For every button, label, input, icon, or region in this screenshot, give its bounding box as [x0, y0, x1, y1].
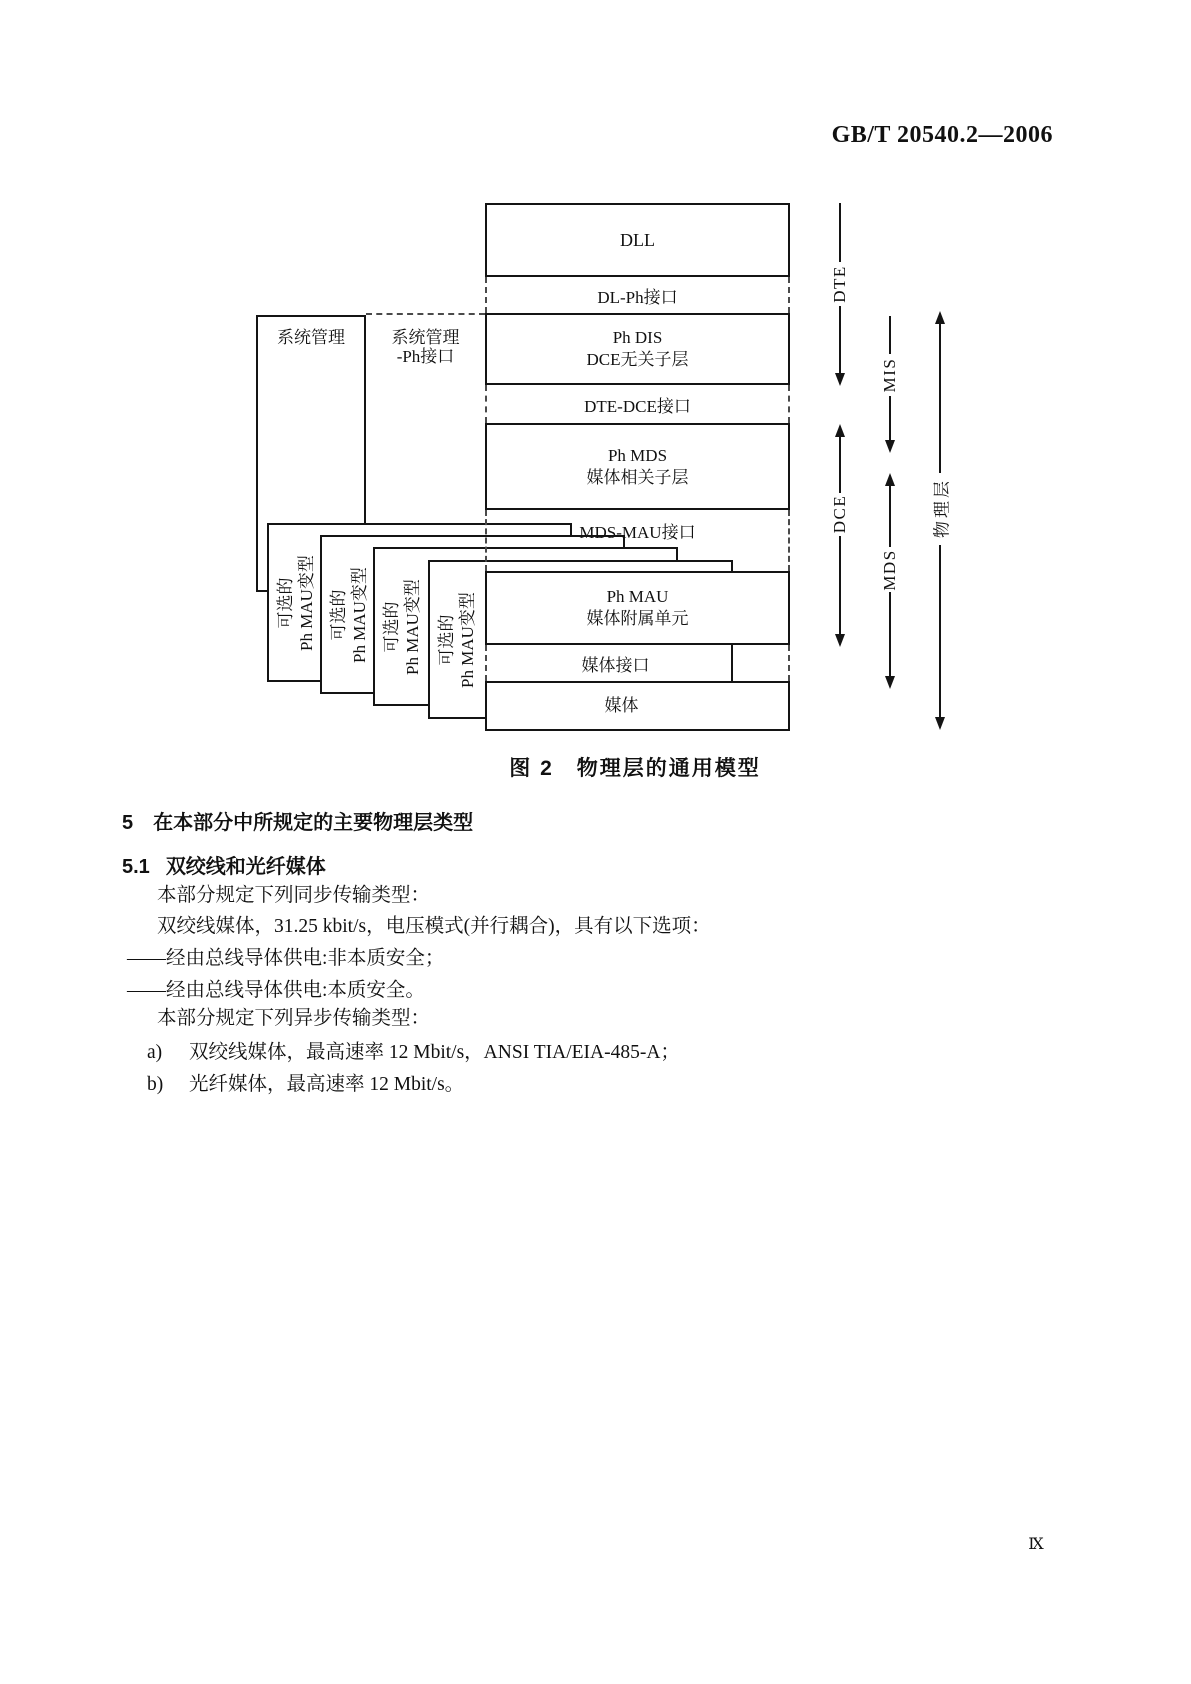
arrowhead-down-icon: [885, 440, 895, 453]
list-item-a: [147, 1041, 680, 1064]
section-5-1-heading: [122, 850, 326, 879]
section-number: 5: [122, 812, 134, 834]
list-item-label: a): [147, 1042, 163, 1063]
arrowhead-down-icon: [835, 634, 845, 647]
mau-variant-label: 可选的 Ph MAU变型: [276, 554, 316, 651]
list-item-b: [147, 1073, 464, 1096]
dash-item: ——经由总线导体供电:非本质安全；: [127, 948, 445, 969]
mau-variant-label: 可选的 Ph MAU变型: [437, 591, 477, 688]
ph-mau-box: Ph MAU 媒体附属单元: [485, 571, 790, 645]
mau-variant-label: 可选的 Ph MAU变型: [329, 566, 369, 663]
section-title: 双绞线和光纤媒体: [165, 856, 326, 878]
dl-ph-interface-band: DL-Ph接口: [485, 277, 790, 313]
mds-arrow-line: [889, 485, 891, 547]
dte-arrow-line: [839, 306, 841, 373]
dte-dce-interface-band: DTE-DCE接口: [485, 385, 790, 423]
system-management-ph-interface-label: 系统管理 -Ph接口: [391, 328, 460, 366]
dce-arrow-line: [839, 536, 841, 634]
dll-box: DLL: [485, 203, 790, 277]
physical-layer-arrow-line: [939, 323, 941, 473]
section-number: 5.1: [122, 856, 150, 878]
mis-arrow-label: MIS: [880, 357, 899, 393]
physical-layer-arrow-label: 物理层: [932, 478, 952, 538]
page-number: Ⅸ: [1028, 1536, 1044, 1553]
media-interface-band: 媒体接口: [485, 645, 790, 681]
mis-arrow-line: [889, 316, 891, 354]
ph-dis-box: Ph DIS DCE无关子层: [485, 313, 790, 385]
system-management-label: 系统管理: [277, 328, 345, 347]
dce-arrow-label: DCE: [830, 494, 849, 534]
list-item-label: b): [147, 1074, 164, 1095]
figure-caption: 图 2 物理层的通用模型: [509, 757, 761, 780]
section-title: 在本部分中所规定的主要物理层类型: [153, 812, 474, 834]
dte-arrow-line: [839, 203, 841, 262]
paragraph: 双绞线媒体，31.25 kbit/s，电压模式(并行耦合)，具有以下选项：: [157, 916, 711, 937]
standard-code-header: GB/T 20540.2—2006: [831, 122, 1053, 148]
mau-variant-label: 可选的 Ph MAU变型: [382, 578, 422, 675]
system-management-dashed-line: [366, 313, 485, 315]
physical-layer-arrow-line: [939, 545, 941, 717]
arrowhead-down-icon: [835, 373, 845, 386]
section-5-heading: [122, 806, 473, 835]
arrowhead-down-icon: [935, 717, 945, 730]
dte-arrow-label: DTE: [830, 265, 849, 303]
mis-arrow-line: [889, 396, 891, 440]
paragraph: 本部分规定下列异步传输类型：: [157, 1008, 431, 1029]
list-item-text: 光纤媒体，最高速率 12 Mbit/s。: [189, 1074, 465, 1095]
list-item-text: 双绞线媒体，最高速率 12 Mbit/s，ANSI TIA/EIA-485-A；: [189, 1042, 680, 1063]
dash-item: ——经由总线导体供电:本质安全。: [127, 980, 425, 1001]
mds-arrow-label: MDS: [880, 549, 899, 591]
paragraph: 本部分规定下列同步传输类型：: [157, 885, 431, 906]
mds-mau-interface-band: MDS-MAU接口: [485, 510, 790, 571]
arrowhead-down-icon: [885, 676, 895, 689]
ph-mds-box: Ph MDS 媒体相关子层: [485, 423, 790, 510]
media-box: 媒体: [485, 681, 790, 731]
mds-arrow-line: [889, 592, 891, 676]
dce-arrow-line: [839, 436, 841, 493]
